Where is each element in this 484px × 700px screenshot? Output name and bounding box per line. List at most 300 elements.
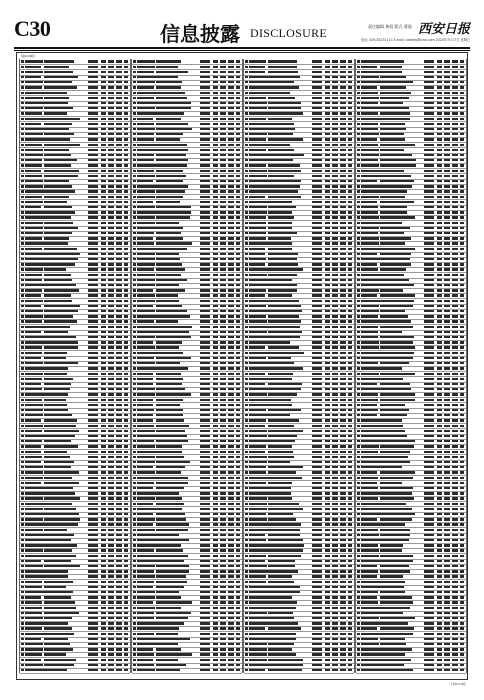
table-cell bbox=[437, 196, 442, 198]
table-cell bbox=[133, 216, 136, 218]
table-cell bbox=[268, 336, 300, 338]
table-cell bbox=[200, 601, 210, 603]
table-cell bbox=[124, 326, 128, 328]
table-cell bbox=[124, 190, 128, 192]
table-cell bbox=[236, 180, 240, 182]
table-cell bbox=[236, 404, 240, 406]
table-cell bbox=[249, 627, 265, 629]
table-cell bbox=[228, 86, 234, 88]
table-cell bbox=[108, 596, 114, 598]
table-cell bbox=[361, 393, 378, 395]
table-cell bbox=[213, 617, 218, 619]
table-cell bbox=[437, 435, 442, 437]
table-cell bbox=[361, 274, 380, 276]
table-cell bbox=[444, 518, 450, 520]
table-cell bbox=[108, 107, 114, 109]
table-cell bbox=[348, 414, 352, 416]
table-cell bbox=[437, 149, 442, 151]
table-cell bbox=[124, 508, 128, 510]
table-cell bbox=[124, 596, 128, 598]
table-cell bbox=[220, 190, 226, 192]
table-cell bbox=[361, 539, 381, 541]
table-cell bbox=[325, 638, 330, 640]
table-cell bbox=[437, 471, 442, 473]
table-cell bbox=[116, 419, 122, 421]
table-cell bbox=[137, 71, 154, 73]
table-cell bbox=[452, 232, 458, 234]
table-cell bbox=[348, 357, 352, 359]
table-cell bbox=[44, 669, 67, 671]
table-cell bbox=[88, 492, 98, 494]
table-cell bbox=[116, 180, 122, 182]
table-cell bbox=[380, 596, 412, 598]
table-cell bbox=[268, 445, 292, 447]
table-cell bbox=[340, 367, 346, 369]
table-cell bbox=[88, 284, 98, 286]
table-cell bbox=[116, 232, 122, 234]
table-cell bbox=[312, 237, 322, 239]
table-cell bbox=[220, 237, 226, 239]
table-cell bbox=[361, 263, 377, 265]
table-cell bbox=[124, 404, 128, 406]
table-cell bbox=[156, 549, 183, 551]
table-cell bbox=[361, 86, 377, 88]
table-cell bbox=[361, 591, 378, 593]
table-cell bbox=[437, 659, 442, 661]
table-cell bbox=[460, 430, 464, 432]
table-cell bbox=[200, 383, 210, 385]
table-cell bbox=[444, 497, 450, 499]
table-cell bbox=[108, 560, 114, 562]
table-cell bbox=[312, 331, 322, 333]
table-cell bbox=[437, 268, 442, 270]
table-cell bbox=[340, 274, 346, 276]
table-cell bbox=[361, 107, 380, 109]
table-cell bbox=[312, 138, 322, 140]
table-cell bbox=[200, 305, 210, 307]
table-cell bbox=[332, 633, 338, 635]
table-cell bbox=[236, 383, 240, 385]
table-cell bbox=[245, 581, 248, 583]
table-cell bbox=[88, 211, 98, 213]
table-cell bbox=[452, 211, 458, 213]
table-cell bbox=[133, 154, 136, 156]
table-cell bbox=[424, 268, 434, 270]
table-row bbox=[20, 668, 130, 674]
table-cell bbox=[380, 253, 411, 255]
table-cell bbox=[213, 633, 218, 635]
table-cell bbox=[137, 253, 155, 255]
table-cell bbox=[452, 591, 458, 593]
table-cell bbox=[220, 477, 226, 479]
table-cell bbox=[220, 664, 226, 666]
table-cell bbox=[137, 430, 155, 432]
table-cell bbox=[452, 622, 458, 624]
table-cell bbox=[348, 346, 352, 348]
table-cell bbox=[124, 586, 128, 588]
table-cell bbox=[312, 336, 322, 338]
table-cell bbox=[357, 294, 360, 296]
table-cell bbox=[25, 367, 44, 369]
table-cell bbox=[21, 315, 24, 317]
table-cell bbox=[361, 560, 381, 562]
table-cell bbox=[249, 112, 269, 114]
table-cell bbox=[340, 97, 346, 99]
table-cell bbox=[332, 518, 338, 520]
table-cell bbox=[444, 258, 450, 260]
table-cell bbox=[325, 539, 330, 541]
table-cell bbox=[357, 289, 360, 291]
table-cell bbox=[124, 263, 128, 265]
table-cell bbox=[437, 570, 442, 572]
table-cell bbox=[156, 331, 189, 333]
table-cell bbox=[361, 362, 378, 364]
table-cell bbox=[357, 362, 360, 364]
table-cell bbox=[249, 201, 269, 203]
table-cell bbox=[437, 216, 442, 218]
table-cell bbox=[156, 274, 181, 276]
table-cell bbox=[213, 248, 218, 250]
table-cell bbox=[220, 352, 226, 354]
table-cell bbox=[325, 451, 330, 453]
table-cell bbox=[101, 138, 106, 140]
table-cell bbox=[44, 523, 78, 525]
table-cell bbox=[21, 435, 24, 437]
table-cell bbox=[340, 326, 346, 328]
table-cell bbox=[444, 596, 450, 598]
table-cell bbox=[340, 263, 346, 265]
table-cell bbox=[213, 461, 218, 463]
table-cell bbox=[25, 659, 41, 661]
table-cell bbox=[312, 419, 322, 421]
table-cell bbox=[460, 248, 464, 250]
table-cell bbox=[124, 320, 128, 322]
table-cell bbox=[348, 513, 352, 515]
table-cell bbox=[325, 487, 330, 489]
table-cell bbox=[156, 206, 191, 208]
table-cell bbox=[357, 222, 360, 224]
table-cell bbox=[88, 60, 98, 62]
table-cell bbox=[268, 466, 303, 468]
table-cell bbox=[460, 352, 464, 354]
table-cell bbox=[101, 633, 106, 635]
table-cell bbox=[156, 279, 187, 281]
table-cell bbox=[124, 544, 128, 546]
table-cell bbox=[228, 268, 234, 270]
table-cell bbox=[361, 581, 380, 583]
table-cell bbox=[124, 477, 128, 479]
table-cell bbox=[424, 164, 434, 166]
table-cell bbox=[268, 216, 294, 218]
table-cell bbox=[44, 549, 72, 551]
table-cell bbox=[424, 503, 434, 505]
table-cell bbox=[348, 523, 352, 525]
table-cell bbox=[101, 170, 106, 172]
table-cell bbox=[444, 575, 450, 577]
table-cell bbox=[124, 612, 128, 614]
table-cell bbox=[380, 555, 413, 557]
table-cell bbox=[249, 92, 268, 94]
table-cell bbox=[325, 627, 330, 629]
table-cell bbox=[25, 419, 41, 421]
table-cell bbox=[236, 367, 240, 369]
table-cell bbox=[249, 159, 268, 161]
table-cell bbox=[424, 138, 434, 140]
table-cell bbox=[213, 591, 218, 593]
table-cell bbox=[213, 190, 218, 192]
table-cell bbox=[380, 92, 411, 94]
table-cell bbox=[452, 461, 458, 463]
table-cell bbox=[460, 97, 464, 99]
table-cell bbox=[361, 607, 380, 609]
table-cell bbox=[25, 414, 43, 416]
table-cell bbox=[452, 310, 458, 312]
table-cell bbox=[228, 362, 234, 364]
table-cell bbox=[21, 76, 24, 78]
table-cell bbox=[460, 164, 464, 166]
table-cell bbox=[312, 60, 322, 62]
table-cell bbox=[124, 622, 128, 624]
table-cell bbox=[444, 471, 450, 473]
table-cell bbox=[116, 430, 122, 432]
table-cell bbox=[213, 326, 218, 328]
table-cell bbox=[452, 326, 458, 328]
table-cell bbox=[452, 185, 458, 187]
table-cell bbox=[312, 435, 322, 437]
table-cell bbox=[200, 451, 210, 453]
table-cell bbox=[249, 497, 267, 499]
table-cell bbox=[312, 404, 322, 406]
table-cell bbox=[249, 560, 265, 562]
table-cell bbox=[245, 414, 248, 416]
table-cell bbox=[245, 617, 248, 619]
table-cell bbox=[116, 346, 122, 348]
table-cell bbox=[200, 149, 210, 151]
table-cell bbox=[213, 409, 218, 411]
table-cell bbox=[21, 128, 24, 130]
table-cell bbox=[116, 565, 122, 567]
table-cell bbox=[108, 648, 114, 650]
table-cell bbox=[25, 669, 45, 671]
table-cell bbox=[236, 471, 240, 473]
table-cell bbox=[437, 591, 442, 593]
table-cell bbox=[133, 544, 136, 546]
table-cell bbox=[220, 362, 226, 364]
table-cell bbox=[460, 232, 464, 234]
table-cell bbox=[228, 279, 234, 281]
table-cell bbox=[268, 315, 299, 317]
table-cell bbox=[380, 373, 415, 375]
table-cell bbox=[348, 466, 352, 468]
table-cell bbox=[460, 669, 464, 671]
table-cell bbox=[228, 601, 234, 603]
table-cell bbox=[268, 560, 295, 562]
table-cell bbox=[137, 320, 154, 322]
table-cell bbox=[361, 206, 378, 208]
table-cell bbox=[88, 237, 98, 239]
table-cell bbox=[380, 664, 404, 666]
table-cell bbox=[268, 523, 301, 525]
table-cell bbox=[424, 149, 434, 151]
table-cell bbox=[200, 430, 210, 432]
table-cell bbox=[340, 170, 346, 172]
table-cell bbox=[444, 336, 450, 338]
table-cell bbox=[357, 560, 360, 562]
table-cell bbox=[200, 216, 210, 218]
table-cell bbox=[213, 565, 218, 567]
table-cell bbox=[116, 518, 122, 520]
table-cell bbox=[452, 149, 458, 151]
table-cell bbox=[460, 378, 464, 380]
table-cell bbox=[361, 159, 378, 161]
table-cell bbox=[108, 357, 114, 359]
table-cell bbox=[220, 279, 226, 281]
table-cell bbox=[124, 555, 128, 557]
table-cell bbox=[156, 268, 185, 270]
table-cell bbox=[348, 206, 352, 208]
table-cell bbox=[380, 482, 402, 484]
table-cell bbox=[361, 352, 380, 354]
table-cell bbox=[249, 97, 266, 99]
table-cell bbox=[44, 617, 72, 619]
table-cell bbox=[116, 81, 122, 83]
table-cell bbox=[220, 107, 226, 109]
table-cell bbox=[380, 336, 414, 338]
table-cell bbox=[380, 159, 416, 161]
table-cell bbox=[116, 529, 122, 531]
table-cell bbox=[332, 138, 338, 140]
table-cell bbox=[124, 294, 128, 296]
table-cell bbox=[340, 544, 346, 546]
table-cell bbox=[325, 497, 330, 499]
table-cell bbox=[88, 170, 98, 172]
table-cell bbox=[312, 388, 322, 390]
table-cell bbox=[332, 638, 338, 640]
table-cell bbox=[424, 492, 434, 494]
table-cell bbox=[108, 487, 114, 489]
table-cell bbox=[21, 409, 24, 411]
table-cell bbox=[380, 222, 402, 224]
table-cell bbox=[380, 346, 415, 348]
table-cell bbox=[340, 86, 346, 88]
table-cell bbox=[444, 425, 450, 427]
table-cell bbox=[200, 607, 210, 609]
table-cell bbox=[460, 622, 464, 624]
table-cell bbox=[101, 378, 106, 380]
table-cell bbox=[101, 523, 106, 525]
table-cell bbox=[156, 477, 188, 479]
table-cell bbox=[460, 627, 464, 629]
table-cell bbox=[156, 492, 179, 494]
table-cell bbox=[228, 227, 234, 229]
table-cell bbox=[424, 362, 434, 364]
table-cell bbox=[348, 393, 352, 395]
table-cell bbox=[220, 341, 226, 343]
table-cell bbox=[137, 331, 156, 333]
table-cell bbox=[325, 341, 330, 343]
table-cell bbox=[340, 560, 346, 562]
table-cell bbox=[424, 440, 434, 442]
table-cell bbox=[25, 97, 43, 99]
table-cell bbox=[312, 523, 322, 525]
table-cell bbox=[228, 320, 234, 322]
table-cell bbox=[108, 154, 114, 156]
table-cell bbox=[452, 477, 458, 479]
table-cell bbox=[268, 477, 302, 479]
table-cell bbox=[236, 71, 240, 73]
table-cell bbox=[357, 274, 360, 276]
table-cell bbox=[361, 529, 378, 531]
table-cell bbox=[437, 86, 442, 88]
table-cell bbox=[228, 440, 234, 442]
table-cell bbox=[133, 310, 136, 312]
table-cell bbox=[312, 471, 322, 473]
table-cell bbox=[236, 638, 240, 640]
table-cell bbox=[444, 404, 450, 406]
table-cell bbox=[325, 190, 330, 192]
table-cell bbox=[348, 331, 352, 333]
table-cell bbox=[460, 76, 464, 78]
table-cell bbox=[444, 617, 450, 619]
table-cell bbox=[21, 555, 24, 557]
table-cell bbox=[137, 164, 157, 166]
table-cell bbox=[325, 107, 330, 109]
table-cell bbox=[21, 154, 24, 156]
table-cell bbox=[108, 289, 114, 291]
table-cell bbox=[452, 607, 458, 609]
table-cell bbox=[200, 86, 210, 88]
table-cell bbox=[332, 159, 338, 161]
table-cell bbox=[220, 638, 226, 640]
table-cell bbox=[220, 596, 226, 598]
table-cell bbox=[213, 341, 218, 343]
table-cell bbox=[101, 258, 106, 260]
table-cell bbox=[137, 638, 156, 640]
table-cell bbox=[21, 227, 24, 229]
table-cell bbox=[332, 367, 338, 369]
table-cell bbox=[200, 393, 210, 395]
table-cell bbox=[361, 627, 377, 629]
table-cell bbox=[25, 451, 41, 453]
table-cell bbox=[25, 466, 43, 468]
table-cell bbox=[108, 175, 114, 177]
table-cell bbox=[137, 518, 155, 520]
table-cell bbox=[101, 81, 106, 83]
table-cell bbox=[357, 617, 360, 619]
table-cell bbox=[332, 492, 338, 494]
table-cell bbox=[137, 534, 156, 536]
table-cell bbox=[452, 435, 458, 437]
table-cell bbox=[437, 393, 442, 395]
table-cell bbox=[101, 336, 106, 338]
table-cell bbox=[133, 518, 136, 520]
table-cell bbox=[88, 336, 98, 338]
table-cell bbox=[44, 97, 69, 99]
table-cell bbox=[236, 461, 240, 463]
table-cell bbox=[444, 232, 450, 234]
table-cell bbox=[133, 367, 136, 369]
table-cell bbox=[361, 659, 380, 661]
table-cell bbox=[249, 414, 268, 416]
table-cell bbox=[340, 346, 346, 348]
table-cell bbox=[361, 248, 380, 250]
table-cell bbox=[228, 404, 234, 406]
table-cell bbox=[460, 471, 464, 473]
table-cell bbox=[332, 206, 338, 208]
table-cell bbox=[325, 653, 330, 655]
table-cell bbox=[380, 164, 416, 166]
table-cell bbox=[348, 362, 352, 364]
